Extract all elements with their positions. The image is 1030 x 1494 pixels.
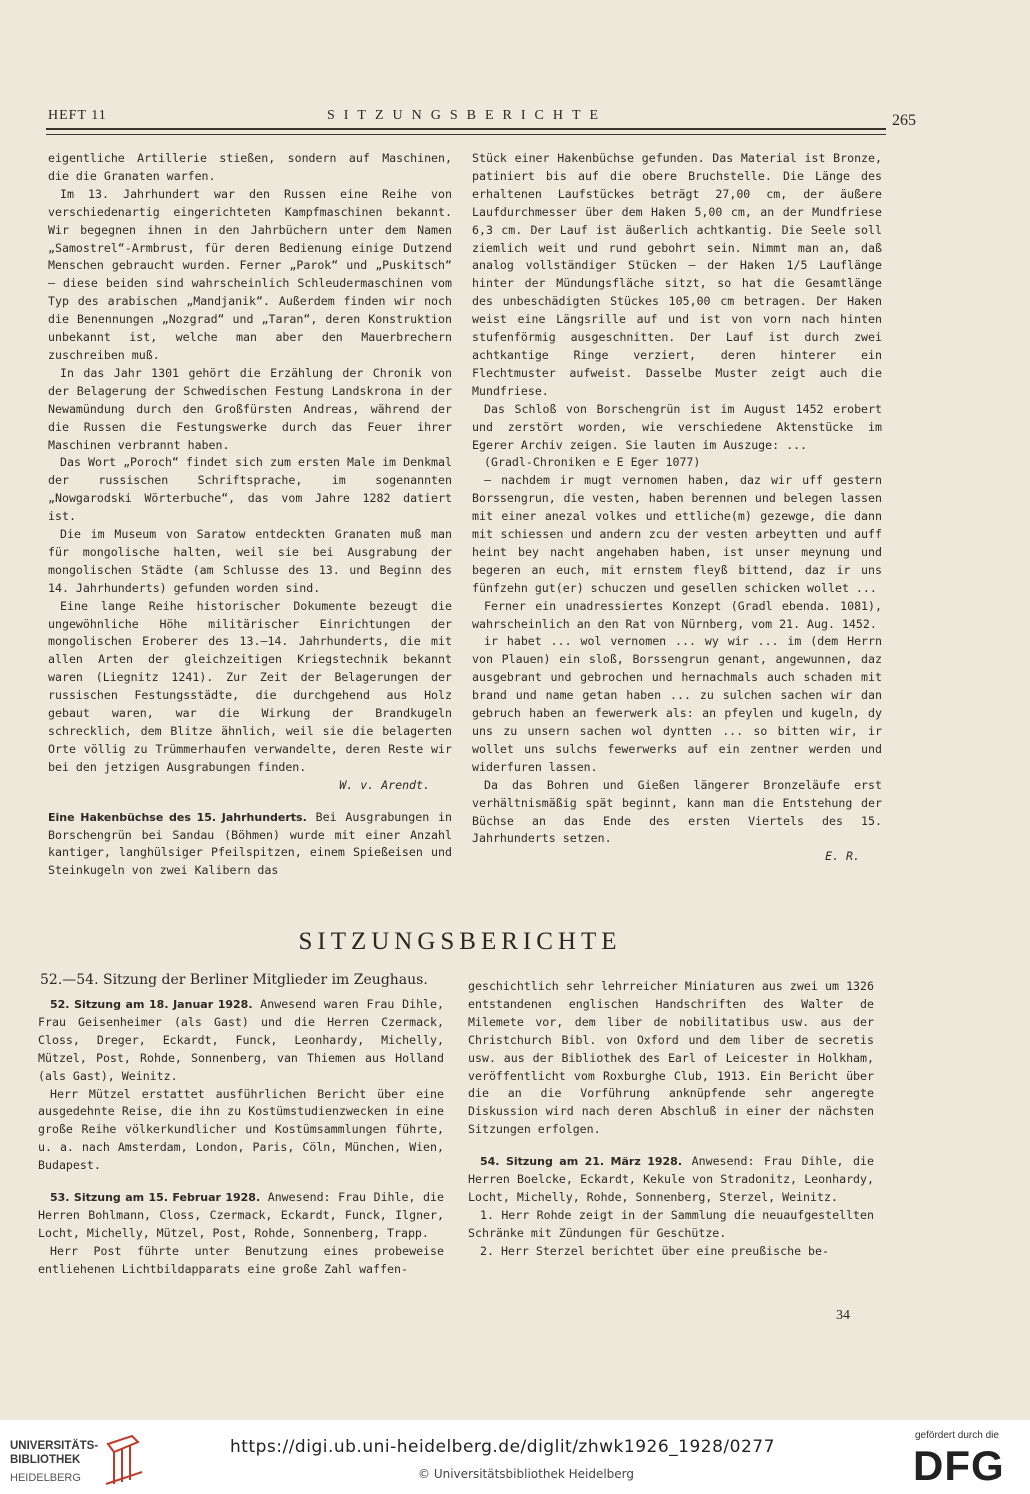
paragraph: Im 13. Jahrhundert war den Russen eine Reihe von verschiedenartig eingerichteten Kampfmaschinen bekannt. Wir begegnen ihnen in den Jahrbüchern unter dem Namen „Samostrel“-Armbrust, für deren Bedienung einige Dutzend Menschen gebraucht wurden. Ferner „Parok“ und „Puskitsch“ — diese beiden sind wahrscheinlich Schleudermaschinen vom Typ des arabischen „Mandjanik“. Außerdem finden wir noch die Benennungen „Nozgrad“ und „Taran“, deren Konstruktion unbekannt ist, welche man aber den Mauerbrechern zuschreiben muß. [48, 186, 452, 362]
quotation: ir habet ... wol vernomen ... wy wir ... im (dem Herrn von Plauen) ein sloß, Borssengrun genant, angewunnen, daz ausgebrant und gebrochen und hernachmals auch schaden mit brand und name getan haben ... zu sulchen sachen wir dan gebruch haben an fewerwerk als: an pfeylen und kugeln, dy uns zu unsern sachen wol dyntten ... so bitten wir, ir wollet uns sulchs fewerwerks auf ein zentner werden und widerfuren lassen. [472, 634, 882, 774]
right-column-bottom [468, 978, 874, 1261]
left-column-bottom [38, 996, 444, 1279]
paragraph: Das Schloß von Borschengrün ist im August 1452 erobert und zerstört worden, wie verschiedene Aktenstücke im Egerer Archiv zeigen. Sie lauten im Auszuge: ... [472, 401, 882, 452]
paragraph: 2. Herr Sterzel berichtet über eine preußische be- [480, 1243, 830, 1258]
section-subheading: 52.—54. Sitzung der Berliner Mitglieder im Zeughaus. [40, 972, 428, 988]
citation: (Gradl-Chroniken e E Eger 1077) [484, 455, 701, 470]
paragraph: Herr Mützel erstattet ausführlichen Bericht über eine ausgedehnte Reise, die ihn zu Kostümstudienzwecken in eine große Reihe völkerkundlicher und Kostümsammlungen führte, u. a. nach Amsterdam, London, Paris, Cöln, München, Wien, Budapest. [38, 1086, 444, 1173]
author-signature: W. v. Arendt. [339, 777, 430, 792]
copyright-notice: © Universitätsbibliothek Heidelberg [418, 1467, 635, 1481]
paragraph: geschichtlich sehr lehrreicher Miniaturen aus zwei um 1326 entstandenen englischen Handschriften des Walter de Milemete vor, dem liber de nobilitatibus usw. aus der Christchurch Bibl. von Oxford und dem liber de secretis usw. aus der Bibliothek des Earl of Leicester in Holkham, veröffentlicht vom Roxburghe Club, 1913. Ein Bericht über die an die Vorführung anknüpfende sehr angeregte Diskussion wird nach deren Abschluß in einer der nächsten Sitzungen erfolgen. [468, 979, 874, 1137]
paragraph: Bei Ausgrabungen in Borschengrün bei Sandau (Böhmen) wurde mit einer Anzahl kantiger, langhülsiger Pfeilspitzen, einem Spießeisen und Steinkugeln von zwei Kalibern das [48, 809, 453, 878]
left-column-top [48, 150, 452, 880]
paragraph: Da das Bohren und Gießen längerer Bronzeläufe erst verhältnismäßig spät beginnt, kann man die Entstehung der Büchse an das Ende des ersten Viertels des 15. Jahrhunderts setzen. [472, 777, 882, 846]
viewer-footer [0, 1420, 1030, 1494]
library-name-line: BIBLIOTHEK [10, 1454, 81, 1466]
paragraph: Anwesend: Frau Dihle, die Herren Boelcke, Eckardt, Kekule von Stradonitz, Leonhardy, Locht, Michelly, Rohde, Sonnenberg, Sterzel, Weinitz. [468, 1154, 874, 1204]
session-heading: 53. Sitzung am 15. Februar 1928. [50, 1191, 261, 1205]
paragraph: Stück einer Hakenbüchse gefunden. Das Material ist Bronze, patiniert bis auf die obere Bruchstelle. Die Länge des erhaltenen Laufstückes beträgt 27,00 cm, der äußere Laufdurchmesser über dem Haken 5,00 cm, an der Mundfriese 6,3 cm. Der Lauf ist äußerlich achtkantig. Die Seele soll ziemlich weit und rund gebohrt sein. Nimmt man an, daß analog vollständiger Stücken — der Haken 1/5 Lauflänge hinter der Mündungsfläche sitzt, so hat die Gesamtlänge des unbeschädigten Stückes 105,00 cm betragen. Der Haken weist eine Längsrille auf und ist von vorn nach hinten stufenförmig ausgeschnitten. Der Lauf ist durch zwei achtkantige Ringe verziert, deren hinterer ein Flechtmuster aufweist. Dasselbe Muster zeigt auch die Mundfriese. [472, 151, 882, 398]
library-emblem-icon [102, 1434, 150, 1488]
permalink-url[interactable]: https://digi.ub.uni-heidelberg.de/diglit/zhwk1926_1928/0277 [230, 1437, 775, 1457]
library-name-line: UNIVERSITÄTS- [10, 1440, 99, 1452]
dfg-logo[interactable]: DFG [913, 1442, 1005, 1489]
page-number: 265 [892, 112, 916, 129]
library-logo[interactable] [10, 1434, 150, 1490]
paragraph: Ferner ein unadressiertes Konzept (Gradl ebenda. 1081), wahrscheinlich an den Rat von Nürnberg, vom 21. Aug. 1452. [472, 598, 882, 631]
right-column-top [472, 150, 882, 866]
library-city: HEIDELBERG [10, 1472, 81, 1484]
issue-label: HEFT 11 [48, 108, 107, 123]
session-heading: 52. Sitzung am 18. Januar 1928. [50, 998, 253, 1011]
header-title: SITZUNGSBERICHTE [326, 108, 608, 123]
header-rule [46, 128, 886, 130]
author-signature: E. R. [825, 849, 860, 864]
quotation: — nachdem ir mugt vernomen haben, daz wir uff gestern Borssengrun, die vesten, haben berennen und belegen lassen mit einer anezal volkes und ettliche(m) gezewge, die dann mit schiessen und andern zcu der vesten arbeytten und auff heint bey nacht angehaben haben, ist unser meynung und begeren an euch, mit ernstem fleyß bittend, daz ir uns fünfzehn gut(er) schuczen und gesellen schicken wollet ... [472, 473, 882, 595]
paragraph: Eine lange Reihe historischer Dokumente bezeugt die ungewöhnliche Höhe militärischer Einrichtungen der mongolischen Eroberer des 13.—14. Jahrhunderts, die mit allen Arten der gleichzeitigen Kriegstechnik bekannt waren (Liegnitz 1241). Zur Zeit der Belagerungen der russischen Festungsstädte, die durchgehend aus Holz gebaut waren, war die Wirkung der Brandkugeln schrecklich, dem Blitze ähnlich, weil sie die belagerten Orte völlig zu Trümmerhaufen verwandelte, deren Reste wir bei den jetzigen Ausgrabungen finden. [48, 598, 452, 774]
session-heading: 54. Sitzung am 21. März 1928. [480, 1155, 683, 1169]
sheet-signature: 34 [836, 1308, 850, 1323]
paragraph: 1. Herr Rohde zeigt in der Sammlung die neuaufgestellten Schränke mit Zündungen für Geschütze. [468, 1207, 874, 1240]
funding-note: gefördert durch die [915, 1430, 999, 1441]
paragraph: Anwesend waren Frau Dihle, Frau Geisenheimer (als Gast) und die Herren Czermack, Closs, Dreger, Eckardt, Funck, Leonhardy, Michelly, Mützel, Post, Rohde, Sonnenberg, van Thiemen aus Holland (als Gast), Weinitz. [38, 997, 445, 1083]
paragraph: Die im Museum von Saratow entdeckten Granaten muß man für mongolische halten, weil sie bei Ausgrabung der mongolischen Städte (am Schlusse des 13. und Beginn des 14. Jahrhunderts) gefunden worden sind. [48, 527, 452, 595]
paragraph: Herr Post führte unter Benutzung eines probeweise entliehenen Lichtbildapparats eine große Zahl waffen- [38, 1243, 444, 1276]
section-title: SITZUNGSBERICHTE [298, 928, 622, 955]
paragraph: Das Wort „Poroch“ findet sich zum ersten Male im Denkmal der russischen Schriftsprache, im sogenannten „Nowgarodski Wörterbuche“, das vom Jahre 1282 datiert ist. [48, 455, 452, 524]
article-title: Eine Hakenbüchse des 15. Jahrhunderts. [48, 810, 307, 824]
header-rule-thin [46, 134, 886, 135]
paragraph: eigentliche Artillerie stießen, sondern auf Maschinen, die die Granaten warfen. [48, 151, 452, 183]
paragraph: Anwesend: Frau Dihle, die Herren Bohlmann, Closs, Czermack, Eckardt, Funck, Ilgner, Locht, Michelly, Mützel, Post, Rohde, Sonnenberg, Trapp. [38, 1190, 444, 1240]
running-header [48, 108, 916, 130]
paragraph: In das Jahr 1301 gehört die Erzählung der Chronik von der Belagerung der Schwedischen Festung Landskrona in der Newamündung durch den Großfürsten Andreas, während der die Russen die Festungswerke durch das Feuer ihrer Maschinen verbrannt haben. [48, 365, 452, 452]
